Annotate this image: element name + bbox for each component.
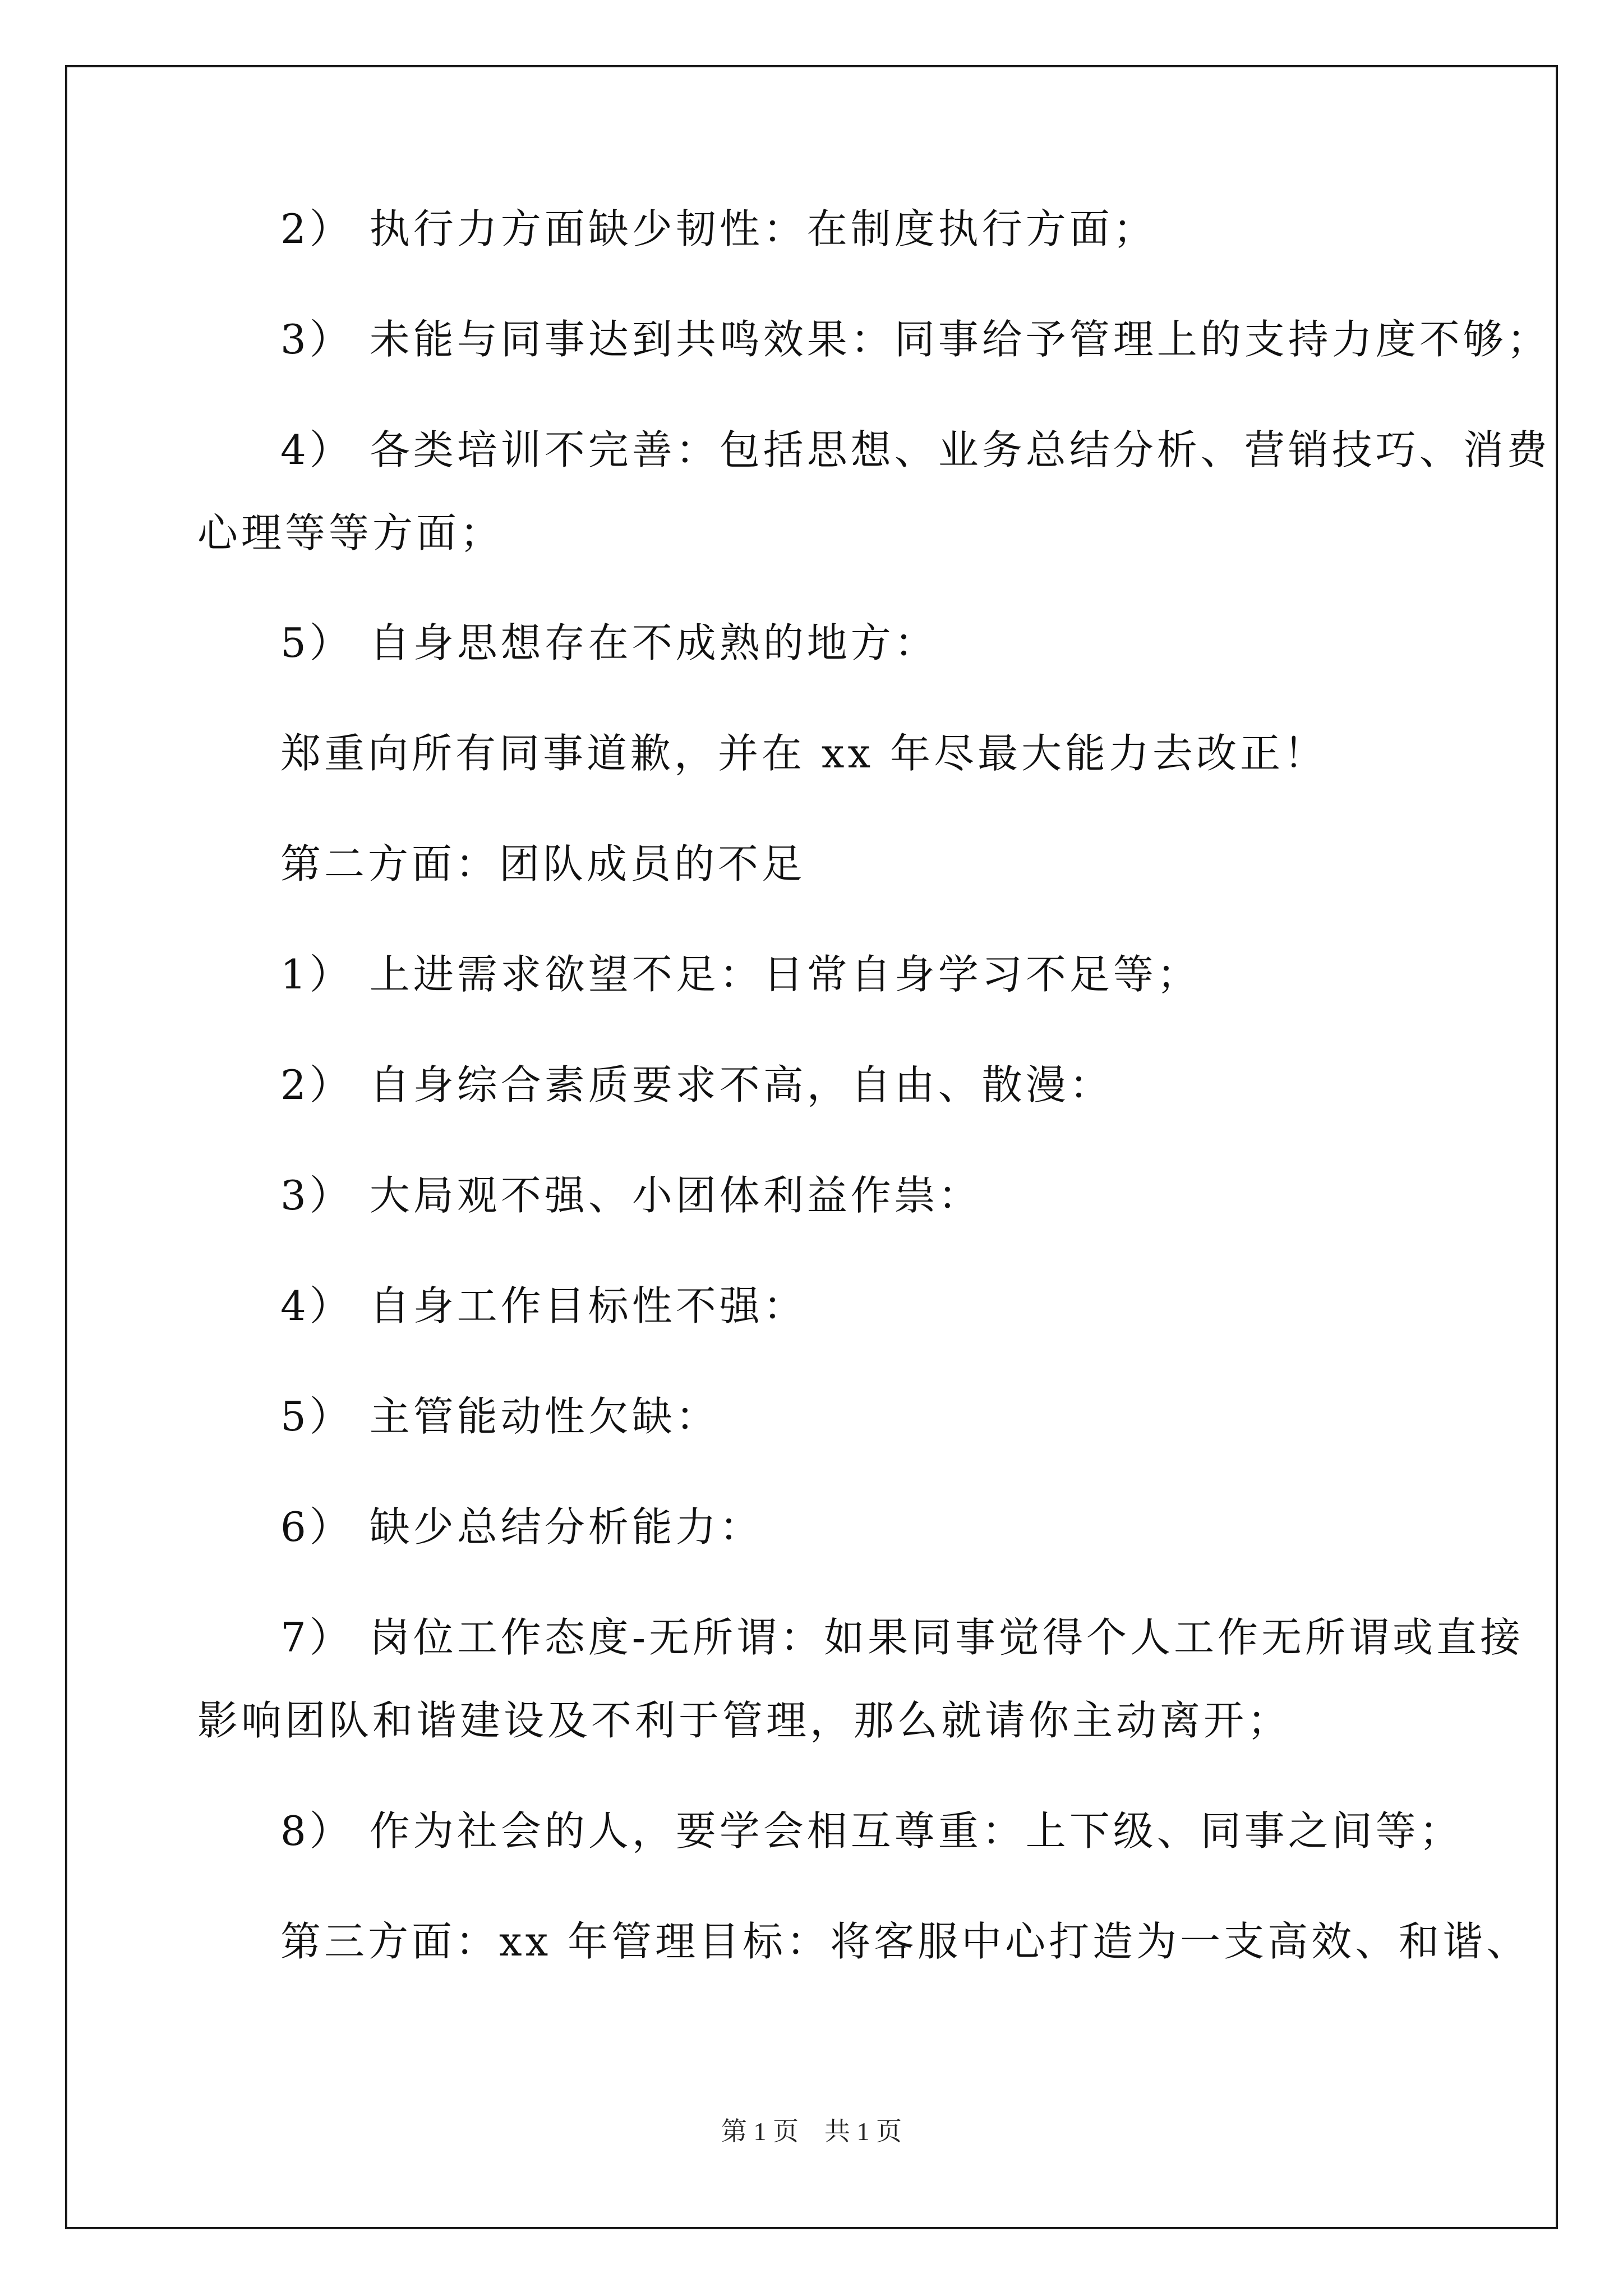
text-line: 影响团队和谐建设及不利于管理，那么就请你主动离开；	[197, 1697, 1292, 1744]
text-line: 3） 大局观不强、小团体利益作祟：	[280, 1172, 982, 1219]
page-border	[65, 65, 1558, 2229]
text-line: 第三方面：xx 年管理目标：将客服中心打造为一支高效、和谐、	[280, 1918, 1530, 1965]
text-line: 4） 各类培训不完善：包括思想、业务总结分析、营销技巧、消费	[280, 426, 1551, 473]
text-line: 6） 缺少总结分析能力：	[280, 1503, 763, 1550]
text-line: 2） 自身综合素质要求不高，自由、散漫：	[280, 1061, 1113, 1108]
page-footer: 第 1 页 共 1 页	[721, 2117, 902, 2146]
text-line: 第二方面：团队成员的不足	[280, 840, 806, 887]
text-line: 郑重向所有同事道歉，并在 xx 年尽最大能力去改正！	[280, 730, 1327, 777]
text-line: 5） 主管能动性欠缺：	[280, 1393, 720, 1440]
text-line: 3） 未能与同事达到共鸣效果：同事给予管理上的支持力度不够；	[280, 316, 1551, 363]
text-line: 8） 作为社会的人，要学会相互尊重：上下级、同事之间等；	[280, 1807, 1463, 1855]
text-line: 2） 执行力方面缺少韧性：在制度执行方面；	[280, 205, 1157, 252]
text-line: 心理等等方面；	[197, 509, 504, 556]
text-line: 5） 自身思想存在不成熟的地方：	[280, 619, 938, 666]
text-line: 1） 上进需求欲望不足：日常自身学习不足等；	[280, 951, 1201, 998]
text-line: 4） 自身工作目标性不强：	[280, 1282, 807, 1329]
text-line: 7） 岗位工作态度-无所谓：如果同事觉得个人工作无所谓或直接	[280, 1614, 1524, 1661]
